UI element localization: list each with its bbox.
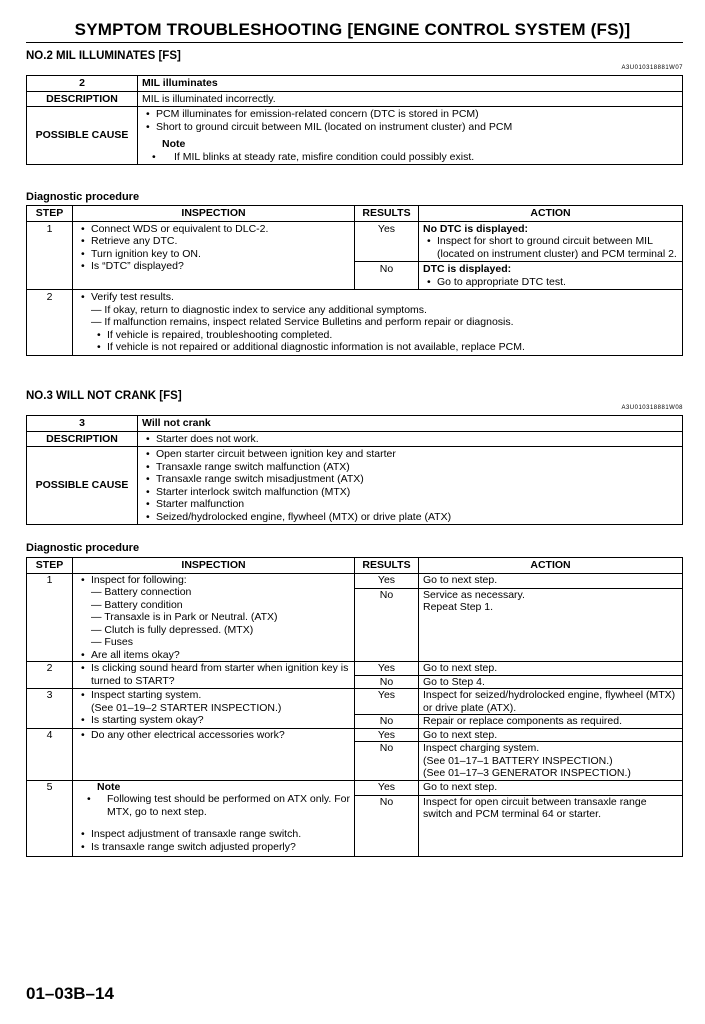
section-code-crank: A3U010318881W08 [621, 405, 683, 411]
cause-item: • Transaxle range switch misadjustment (ATX) [156, 473, 678, 486]
symptom-table-mil [26, 75, 683, 165]
check-item: — Fuses [91, 636, 134, 648]
description-text: • Starter does not work. [138, 431, 683, 447]
cause-item: • Open starter circuit between ignition key and starter [156, 448, 678, 461]
step-number: 1 [27, 573, 73, 662]
note-text: • If MIL blinks at steady rate, misfire condition could possibly exist. [142, 151, 678, 164]
possible-cause-list [138, 107, 683, 165]
action-line: (See 01–17–1 BATTERY INSPECTION.) [423, 754, 613, 767]
result-no: No [355, 715, 419, 729]
check-item: — Battery connection [91, 586, 192, 598]
cause-item: • PCM illuminates for emission-related concern (DTC is stored in PCM) [156, 108, 678, 121]
col-inspection: INSPECTION [73, 206, 355, 222]
action-yes: Go to next step. [419, 573, 683, 588]
diag-heading-mil: Diagnostic procedure [26, 191, 140, 203]
result-yes: Yes [355, 728, 419, 742]
action-item: • Go to appropriate DTC test. [437, 276, 678, 289]
diag-table-mil [26, 205, 683, 356]
inspection-item: • Retrieve any DTC. [91, 235, 350, 248]
action-yes [419, 221, 683, 262]
step-number: 4 [27, 728, 73, 780]
action-line: Inspect charging system. [423, 742, 540, 754]
symptom-number: 2 [27, 76, 138, 92]
inspection-item: • Connect WDS or equivalent to DLC-2. [91, 223, 350, 236]
step-number: 3 [27, 689, 73, 729]
inspection-item: • Do any other electrical accessories work? [91, 729, 350, 742]
verify-item: • Verify test results. [91, 291, 678, 304]
cause-item: • Seized/hydrolocked engine, flywheel (MTX) or drive plate (ATX) [156, 511, 678, 524]
result-yes: Yes [355, 221, 419, 262]
section-code-mil: A3U010318881W07 [621, 65, 683, 71]
action-no: Go to Step 4. [419, 675, 683, 689]
result-no: No [355, 795, 419, 857]
step-inspection [73, 573, 355, 662]
symptom-number: 3 [27, 416, 138, 432]
col-results: RESULTS [355, 558, 419, 574]
action-line: Repeat Step 1. [423, 601, 494, 613]
check-item: — Clutch is fully depressed. (MTX) [91, 623, 254, 636]
action-yes: Go to next step. [419, 662, 683, 676]
page-number: 01–03B–14 [26, 984, 114, 1003]
col-step: STEP [27, 558, 73, 574]
result-yes: Yes [355, 573, 419, 588]
diag-heading-crank: Diagnostic procedure [26, 542, 140, 554]
action-no [419, 742, 683, 781]
check-item: — Battery condition [91, 598, 183, 611]
inspection-item: • Is starting system okay? [91, 714, 350, 727]
action-no [419, 588, 683, 662]
cause-item: • Starter interlock switch malfunction (MTX) [156, 486, 678, 499]
col-step: STEP [27, 206, 73, 222]
result-no: No [355, 262, 419, 290]
col-action: ACTION [419, 558, 683, 574]
action-yes: Go to next step. [419, 728, 683, 742]
step-inspection [73, 728, 355, 780]
symptom-name: MIL illuminates [138, 76, 683, 92]
step-number: 1 [27, 221, 73, 290]
result-yes: Yes [355, 780, 419, 795]
result-no: No [355, 588, 419, 662]
description-text: MIL is illuminated incorrectly. [138, 91, 683, 107]
action-line: Service as necessary. [423, 588, 525, 601]
symptom-table-crank [26, 415, 683, 525]
col-inspection: INSPECTION [73, 558, 355, 574]
verify-malfunction: — If malfunction remains, inspect related Service Bulletins and perform repair or diagnosis. [91, 316, 514, 328]
result-no: No [355, 742, 419, 781]
cause-item: • Starter malfunction [156, 498, 678, 511]
action-item: • Inspect for short to ground circuit between MIL (located on instrument cluster) and PCM terminal 2. [437, 235, 678, 260]
step-number: 2 [27, 290, 73, 356]
col-action: ACTION [419, 206, 683, 222]
step-number: 5 [27, 780, 73, 857]
step-inspection [73, 662, 355, 689]
description-label: DESCRIPTION [27, 431, 138, 447]
result-yes: Yes [355, 689, 419, 715]
note-text: • Following test should be performed on ATX only. For MTX, go to next step. [77, 793, 350, 818]
diag-table-crank [26, 557, 683, 857]
action-title: DTC is displayed: [423, 263, 512, 275]
inspection-item: • Inspect for following: [91, 574, 350, 587]
action-yes: Go to next step. [419, 780, 683, 795]
inspection-item: • Inspect starting system. (See 01–19–2 STARTER INSPECTION.) [91, 689, 350, 714]
action-no: Inspect for open circuit between transaxle range switch and PCM terminal 64 or starter. [419, 795, 683, 857]
title-rule [26, 42, 683, 43]
col-results: RESULTS [355, 206, 419, 222]
verify-not-repaired: • If vehicle is not repaired or additional diagnostic information is not available, replace PCM. [77, 341, 678, 354]
inspection-item: • Inspect adjustment of transaxle range switch. [91, 828, 350, 841]
inspection-item: • Turn ignition key to ON. [91, 248, 350, 261]
result-yes: Yes [355, 662, 419, 676]
step-inspection [73, 221, 355, 290]
check-item: — Transaxle is in Park or Neutral. (ATX) [91, 611, 278, 623]
possible-cause-list [138, 447, 683, 525]
note-title: Note [97, 780, 121, 793]
inspection-item: • Is clicking sound heard from starter when ignition key is turned to START? [91, 662, 350, 687]
inspection-item: • Is “DTC” displayed? [91, 260, 350, 273]
note-title: Note [162, 138, 186, 150]
section-heading-mil: NO.2 MIL ILLUMINATES [FS] [26, 50, 181, 62]
cause-item: • Transaxle range switch malfunction (ATX) [156, 461, 678, 474]
page-title: SYMPTOM TROUBLESHOOTING [ENGINE CONTROL SYSTEM (FS)] [74, 20, 631, 39]
section-heading-crank: NO.3 WILL NOT CRANK [FS] [26, 390, 182, 402]
action-no: Repair or replace components as required. [419, 715, 683, 729]
action-title: No DTC is displayed: [423, 222, 529, 235]
inspection-item: • Is transaxle range switch adjusted properly? [91, 841, 350, 854]
verify-okay: — If okay, return to diagnostic index to service any additional symptoms. [91, 303, 427, 316]
cause-item: • Short to ground circuit between MIL (located on instrument cluster) and PCM [156, 121, 678, 134]
action-yes: Inspect for seized/hydrolocked engine, flywheel (MTX) or drive plate (ATX). [419, 689, 683, 715]
action-line: (See 01–17–3 GENERATOR INSPECTION.) [423, 767, 631, 779]
step-verify [73, 290, 683, 356]
possible-cause-label: POSSIBLE CAUSE [27, 107, 138, 165]
inspection-question: • Are all items okay? [91, 649, 350, 662]
step-number: 2 [27, 662, 73, 689]
symptom-name: Will not crank [138, 416, 683, 432]
step-inspection [73, 780, 355, 857]
description-label: DESCRIPTION [27, 91, 138, 107]
step-inspection [73, 689, 355, 729]
verify-repaired: • If vehicle is repaired, troubleshooting completed. [77, 329, 678, 342]
action-no [419, 262, 683, 290]
result-no: No [355, 675, 419, 689]
possible-cause-label: POSSIBLE CAUSE [27, 447, 138, 525]
